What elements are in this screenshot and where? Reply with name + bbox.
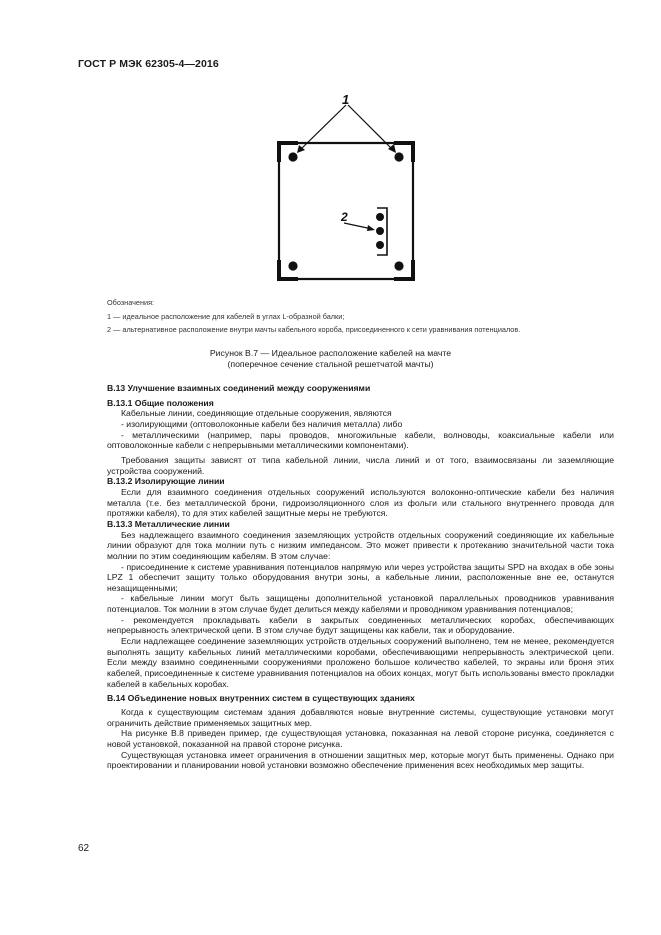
paragraph: Когда к существующим системам здания добавляются новые внутренние системы, существующие установки могут ограничить действие применяемых защитных мер. [107, 707, 614, 728]
paragraph: Если для взаимного соединения отдельных сооружений используются волоконно-оптические кабели без наличия металла (т.е. без металлической брони, гидроизоляционного слоя из фольги или стального внутреннего провода для протяжки кабеля), то для этих кабелей защитные меры не требуются. [107, 486, 614, 519]
paragraph: - кабельные линии могут быть защищены дополнительной установкой параллельных проводников уравнивания потенциалов. Ток молнии в этом случае будет делиться между кабелями и проводником уравнивания потенциалов; [107, 593, 614, 615]
section-b14-title: В.14 Объединение новых внутренних систем в существующих зданиях [107, 693, 415, 704]
cable-top-left [288, 152, 297, 161]
mast-cross-section-figure [0, 0, 661, 300]
legend-title: Обозначения: [107, 298, 155, 307]
paragraph: - рекомендуется прокладывать кабели в закрытых соединенных металлических коробах, обеспечивающих непрерывность электрической цепи. В этом случае будут защищены как кабели, так и оборудование. [107, 614, 614, 636]
paragraph: На рисунке В.8 приведен пример, где существующая установка, показанная на левой стороне рисунка, соединяется с новой установкой, показанной на правой стороне рисунка. [107, 728, 614, 749]
figure-legend [107, 296, 520, 337]
figure-caption [0, 348, 661, 370]
section-b132-title: В.13.2 Изолирующие линии [107, 476, 225, 487]
callout-1-label: 1 [342, 92, 350, 107]
paragraph: - изолирующими (оптоволоконные кабели без наличия металла) либо [121, 418, 403, 429]
cable-top-right [394, 152, 403, 161]
section-b131-title: В.13.1 Общие положения [107, 397, 214, 408]
cable-bottom-left [288, 261, 297, 270]
paragraph: Требования защиты зависят от типа кабельной линии, числа линий и от того, взаимосвязаны ли заземляющие устройства сооружений. [107, 454, 614, 476]
paragraph: Без надлежащего взаимного соединения заземляющих устройств отдельных сооружений соединяющие их кабельные линии образуют для тока молнии путь с низким импедансом. Это может привести к протеканию значительной части тока молнии по этим соединяющим кабелям. В этом случае: [107, 529, 614, 561]
document-code-header: ГОСТ Р МЭК 62305-4—2016 [78, 58, 219, 70]
legend-item-2: 2 — альтернативное расположение внутри мачты кабельного короба, присоединенного к сети уравнивания потенциалов. [107, 325, 521, 334]
document-body [107, 383, 614, 771]
cable-bottom-right [394, 261, 403, 270]
duct-cable-1 [376, 213, 384, 221]
legend-item-1: 1 — идеальное расположение для кабелей в углах L-образной балки; [107, 311, 345, 321]
paragraph: - металлическими (например, пары проводов, многожильные кабели, волноводы, коаксиальные кабели или оптоволоконные кабели с непрерывными металлическими компонентами). [107, 429, 614, 451]
duct-cable-2 [376, 227, 384, 235]
paragraph: - присоединение к системе уравнивания потенциалов напрямую или через устройства защиты SPD на входах в обе зоны LPZ 1 обеспечит защиту только оборудования внутри зоны, а кабельные линии, расположенные вне ее, останутся незащищенными; [107, 561, 614, 593]
caption-line-2: (поперечное сечение стальной решетчатой мачты) [227, 359, 434, 369]
callout-2-label: 2 [341, 210, 348, 224]
arrow-1b [388, 144, 396, 153]
page-number: 62 [78, 843, 90, 854]
section-b133-title: В.13.3 Металлические линии [107, 518, 230, 529]
paragraph: Если надлежащее соединение заземляющих устройств отдельных сооружений выполнено, тем не менее, рекомендуется выполнять защиту кабельных линий металлическими коробами, обеспечивающими непрерывность электрической цепи. Если между взаимно соединенными сооружениями проложено большое количество кабелей, то экраны или броня этих кабелей, присоединенные к системе уравнивания потенциалов на обоих концах, могут быть использованы вместо прокладки кабелей в кабельных коробах. [107, 636, 614, 689]
paragraph: Кабельные линии, соединяющие отдельные сооружения, являются [121, 408, 392, 419]
paragraph: Существующая установка имеет ограничения в отношении защитных мер, которые могут быть применены. Однако при проектировании и планировании новой установки возможно обеспечение применения всех необходимых мер защиты. [107, 749, 614, 771]
section-b13-title: В.13 Улучшение взаимных соединений между сооружениями [107, 383, 371, 393]
arrow-2 [367, 225, 375, 231]
caption-line-1: Рисунок В.7 — Идеальное расположение кабелей на мачте [209, 348, 452, 358]
duct-cable-3 [376, 241, 384, 249]
